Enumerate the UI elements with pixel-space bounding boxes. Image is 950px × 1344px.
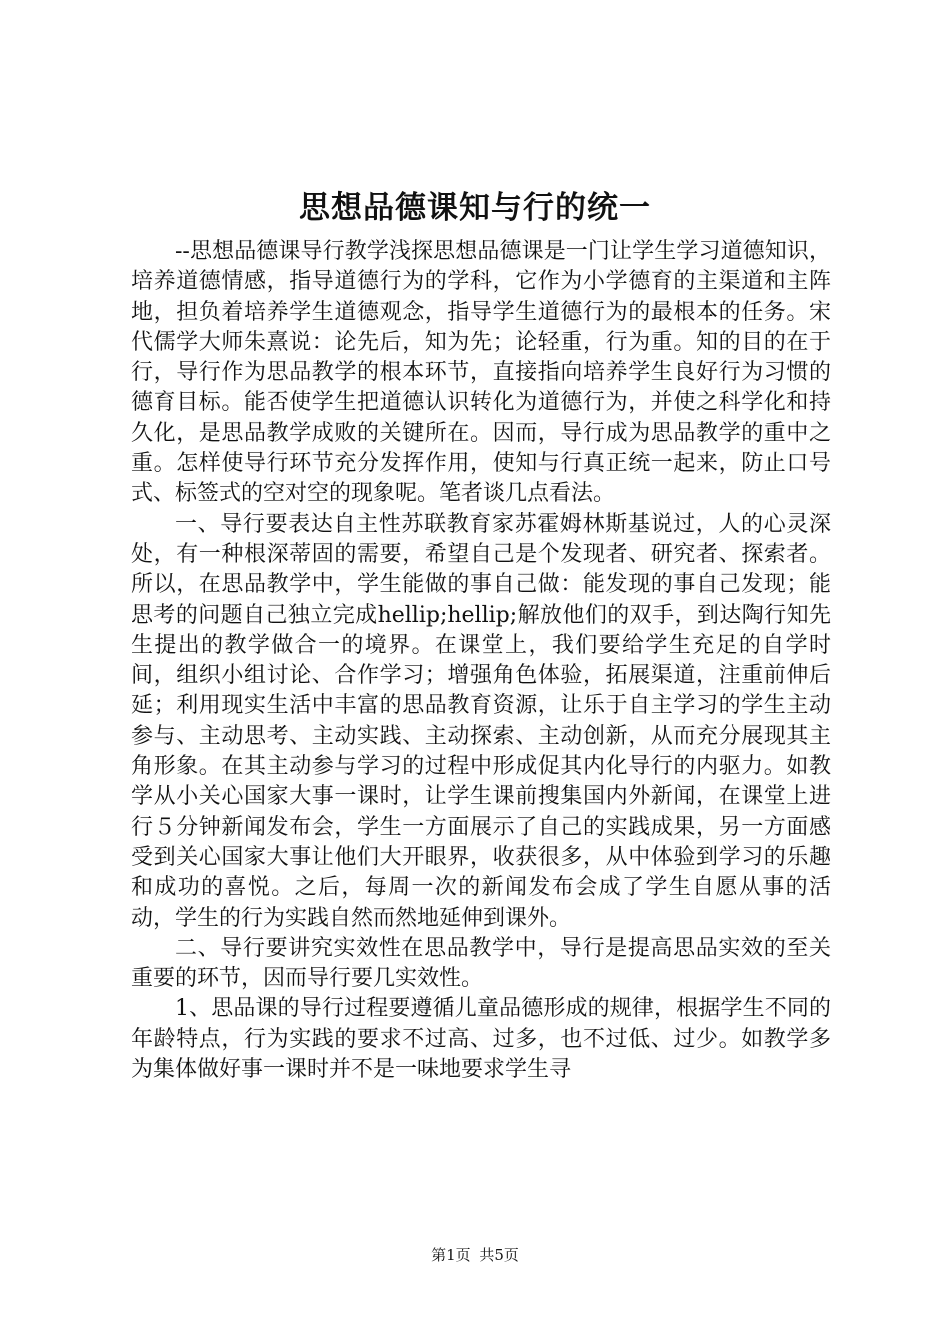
paragraph-section-2: 二、导行要讲究实效性在思品教学中，导行是提高思品实效的至关重要的环节，因而导行要几实效性。 — [131, 935, 831, 992]
document-title: 思想品德课知与行的统一 — [299, 190, 651, 226]
page-number: 第1页 — [431, 1246, 471, 1264]
document-body — [131, 237, 831, 1085]
paragraph-section-1: 一、导行要表达自主性苏联教育家苏霍姆林斯基说过，人的心灵深处，有一种根深蒂固的需要，希望自己是个发现者、研究者、探索者。所以，在思品教学中，学生能做的事自己做：能发现的事自己发现；能思考的问题自己独立完成hellip;hellip;解放他们的双手，到达陶行知先生提出的教学做合一的境界。在课堂上，我们要给学生充足的自学时间，组织小组讨论、合作学习；增强角色体验，拓展渠道，注重前伸后延；利用现实生活中丰富的思品教育资源，让乐于自主学习的学生主动参与、主动思考、主动实践、主动探索、主动创新，从而充分展现其主角形象。在其主动参与学习的过程中形成促其内化导行的内驱力。如教学从小关心国家大事一课时，让学生课前搜集国内外新闻，在课堂上进行５分钟新闻发布会，学生一方面展示了自己的实践成果，另一方面感受到关心国家大事让他们大开眼界，收获很多，从中体验到学习的乐趣和成功的喜悦。之后，每周一次的新闻发布会成了学生自愿从事的活动，学生的行为实践自然而然地延伸到课外。 — [131, 511, 831, 931]
paragraph-intro: --思想品德课导行教学浅探思想品德课是一门让学生学习道德知识，培养道德情感，指导道德行为的学科，它作为小学德育的主渠道和主阵地，担负着培养学生道德观念，指导学生道德行为的最根本的任务。宋代儒学大师朱熹说：论先后，知为先；论轻重，行为重。知的目的在于行，导行作为思品教学的根本环节，直接指向培养学生良好行为习惯的德育目标。能否使学生把道德认识转化为道德行为，并使之科学化和持久化，是思品教学成败的关键所在。因而，导行成为思品教学的重中之重。怎样使导行环节充分发挥作用，使知与行真正统一起来，防止口号式、标签式的空对空的现象呢。笔者谈几点看法。 — [131, 239, 831, 507]
page-total: 共5页 — [479, 1246, 519, 1264]
paragraph-point-1: 1、思品课的导行过程要遵循儿童品德形成的规律，根据学生不同的年龄特点，行为实践的要求不过高、过多，也不过低、过少。如教学多为集体做好事一课时并不是一味地要求学生寻 — [131, 996, 831, 1083]
page-footer — [0, 1245, 950, 1265]
